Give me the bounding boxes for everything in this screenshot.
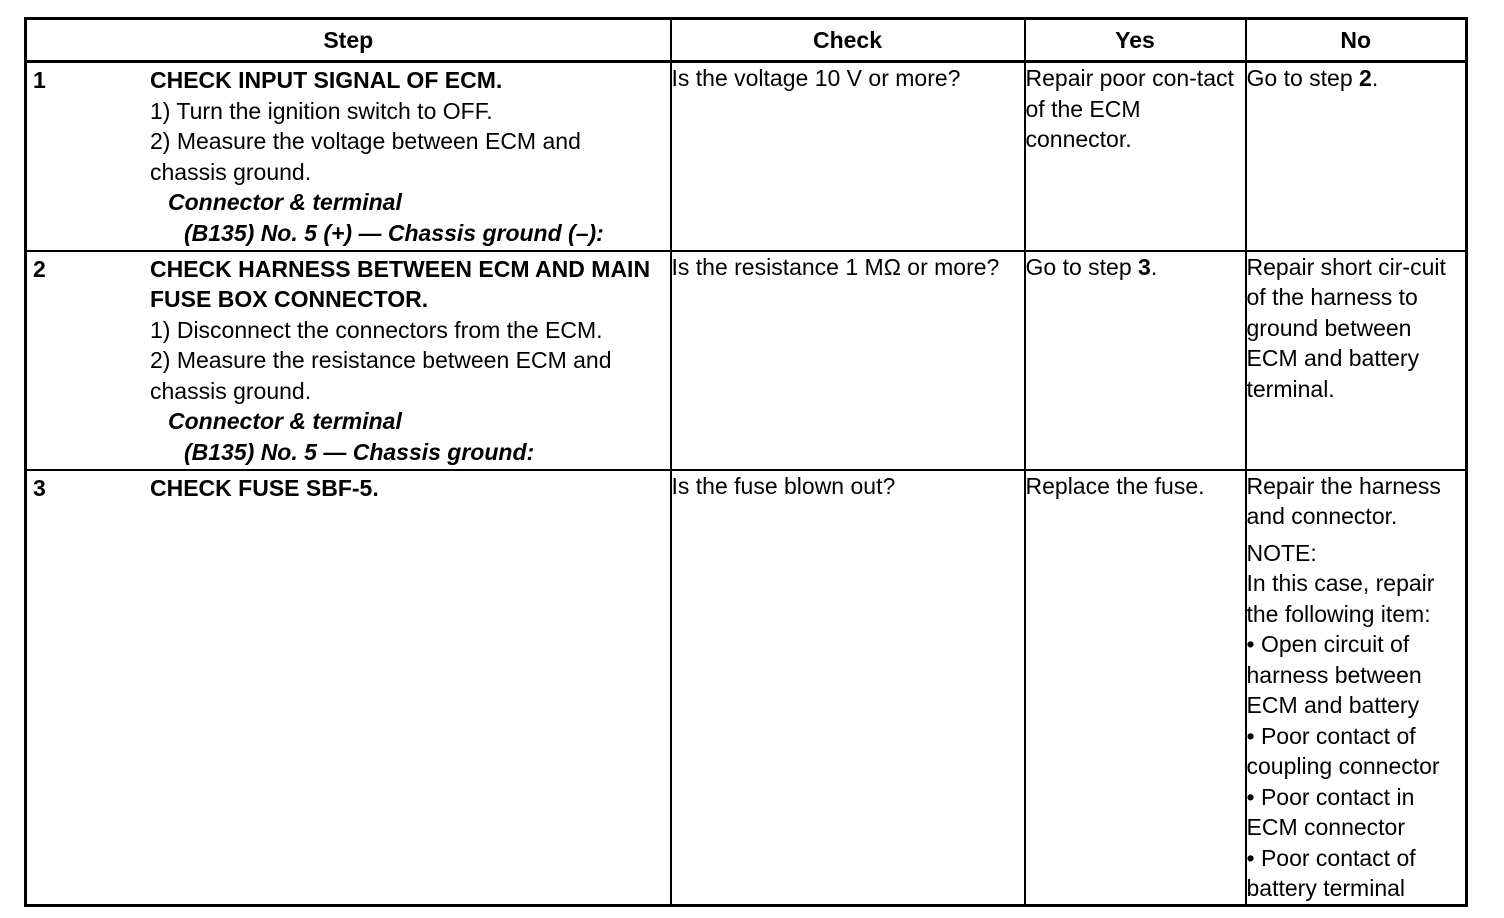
step-cell [26, 470, 671, 906]
yes-cell [1025, 62, 1246, 251]
substep: 2) Measure the voltage between ECM and chassis ground. [150, 128, 581, 185]
no-text-prefix: Go to step [1246, 65, 1360, 91]
no-cell [1246, 470, 1467, 906]
no-text-suffix: . [1371, 65, 1379, 91]
connector-label: Connector & terminal [168, 408, 402, 434]
yes-text: Replace the fuse. [1025, 472, 1205, 499]
no-cell [1246, 62, 1467, 251]
connector-terminal: (B135) No. 5 — Chassis ground: [184, 438, 535, 465]
step-reference: 2 [1359, 65, 1372, 91]
list-item: • Poor contact of coupling connector [1246, 722, 1440, 779]
connector-terminal: (B135) No. 5 (+) — Chassis ground (–): [184, 219, 604, 246]
table-row [26, 251, 1467, 470]
yes-text-prefix: Go to step [1025, 253, 1139, 280]
substep: 2) Measure the resistance between ECM and chassis ground. [150, 347, 612, 404]
check-cell [671, 470, 1025, 906]
connector-label: Connector & terminal [168, 189, 402, 215]
substep: 1) Turn the ignition switch to OFF. [150, 97, 493, 124]
header-row [26, 19, 1467, 62]
step-title: CHECK FUSE SBF-5. [150, 474, 379, 501]
step-title: CHECK INPUT SIGNAL OF ECM. [150, 67, 503, 93]
yes-cell [1025, 251, 1246, 470]
substep: 1) Disconnect the connectors from the ECM. [150, 316, 603, 343]
step-reference: 3 [1138, 253, 1151, 280]
table-row [26, 62, 1467, 251]
check-text: Is the voltage 10 V or more? [671, 65, 961, 91]
no-cell [1246, 251, 1467, 470]
step-number: 3 [33, 474, 46, 501]
list-item: • Open circuit of harness between ECM and battery [1246, 631, 1422, 718]
step-number: 2 [33, 255, 46, 282]
step-number: 1 [33, 67, 46, 93]
header-yes: Yes [1025, 19, 1246, 62]
diagnostic-table [24, 17, 1468, 907]
list-item: • Poor contact of battery terminal [1246, 844, 1416, 901]
step-cell [26, 62, 671, 251]
no-text: Repair short cir-cuit of the harness to ground between ECM and battery terminal. [1246, 253, 1446, 402]
note-text: In this case, repair the following item: [1246, 570, 1435, 627]
table-row [26, 470, 1467, 906]
check-cell [671, 62, 1025, 251]
step-cell [26, 251, 671, 470]
check-cell [671, 251, 1025, 470]
yes-text-suffix: . [1150, 253, 1158, 280]
header-step: Step [26, 19, 671, 62]
list-item: • Poor contact in ECM connector [1246, 783, 1415, 840]
no-text [1247, 63, 1466, 94]
check-text: Is the resistance 1 MΩ or more? [671, 253, 1000, 280]
header-no: No [1246, 19, 1467, 62]
yes-text: Repair poor con-tact of the ECM connector. [1025, 65, 1234, 152]
step-title: CHECK HARNESS BETWEEN ECM AND MAIN FUSE BOX CONNECTOR. [150, 255, 651, 312]
note-label: NOTE: [1246, 539, 1317, 566]
check-text: Is the fuse blown out? [671, 472, 896, 499]
yes-text [1026, 252, 1245, 283]
no-text: Repair the harness and connector. [1246, 472, 1441, 529]
header-check: Check [671, 19, 1025, 62]
yes-cell [1025, 470, 1246, 906]
